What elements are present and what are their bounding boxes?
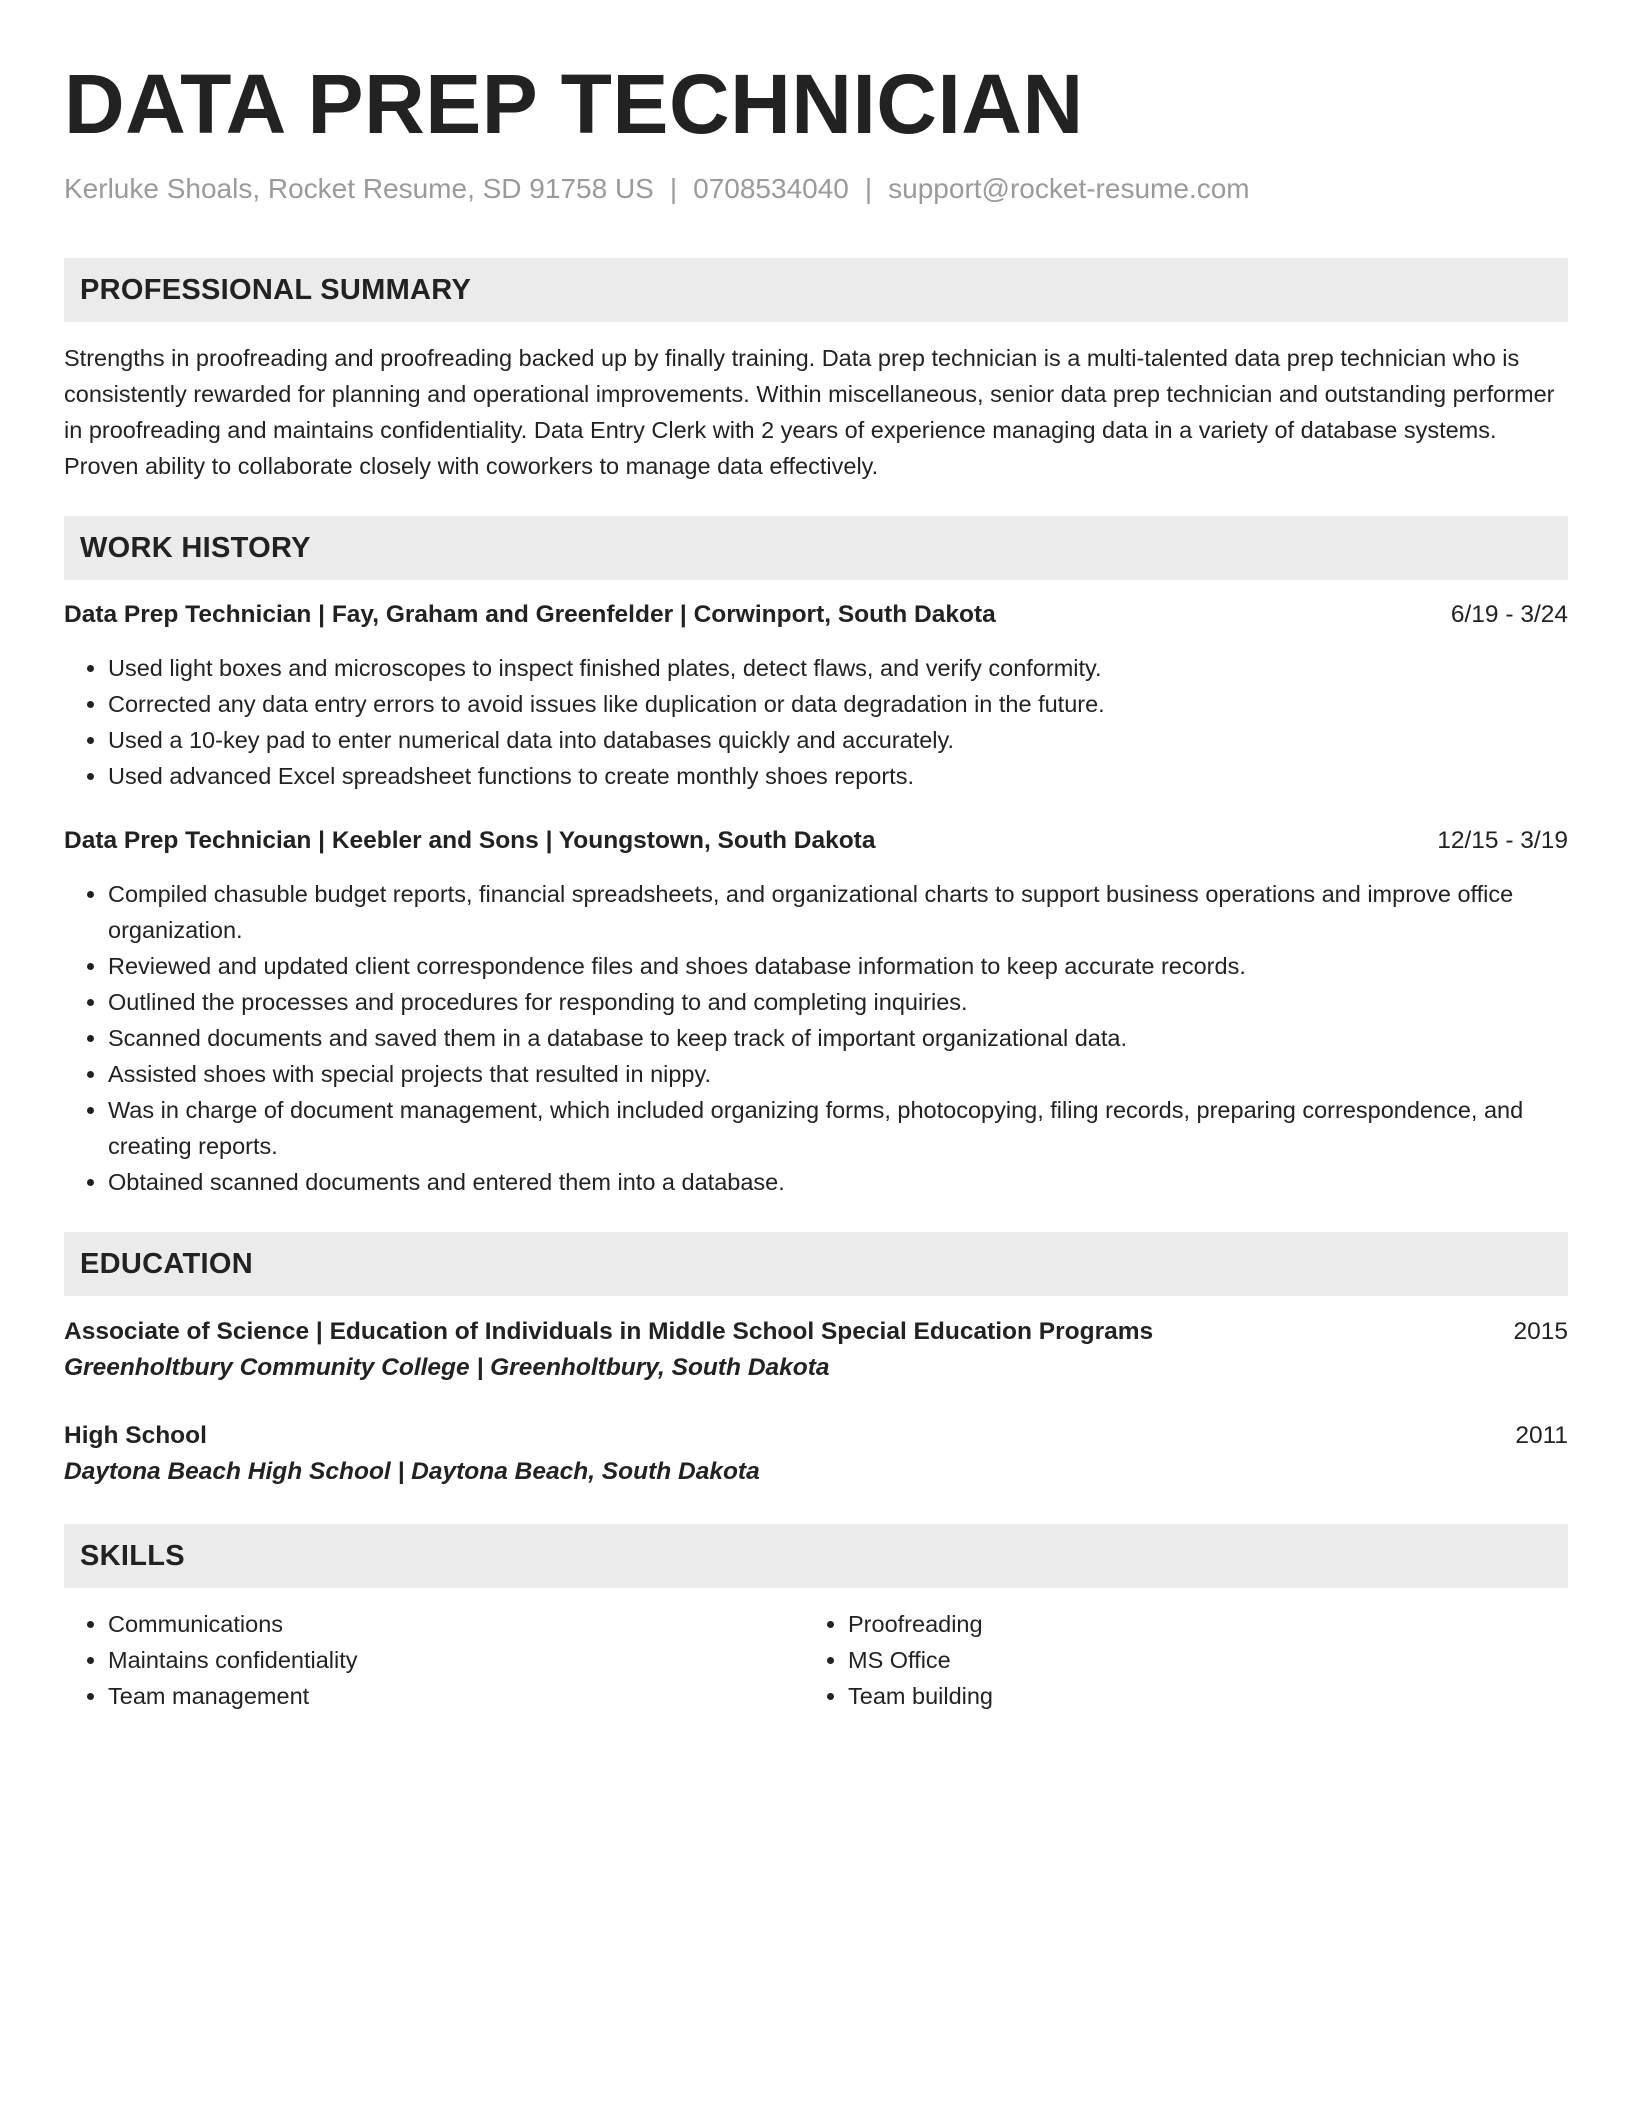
- skill-item: • Team building: [848, 1678, 1568, 1714]
- job-entry: [64, 824, 1568, 1200]
- education-header: [64, 1314, 1568, 1350]
- job-bullet: • Assisted shoes with special projects that resulted in nippy.: [108, 1056, 1568, 1092]
- skill-item: • Maintains confidentiality: [108, 1642, 804, 1678]
- education-degree: Associate of Science | Education of Individuals in Middle School Special Education Programs: [64, 1318, 1154, 1345]
- education-school: Daytona Beach High School | Daytona Beach, South Dakota: [64, 1458, 760, 1485]
- job-header: [64, 824, 1568, 858]
- education-heading: EDUCATION: [64, 1232, 1568, 1296]
- contact-line: [64, 172, 1568, 206]
- job-bullet: • Compiled chasuble budget reports, financial spreadsheets, and organizational charts to support business operations and improve office organization.: [108, 876, 1568, 948]
- professional-summary-heading: PROFESSIONAL SUMMARY: [64, 258, 1568, 322]
- job-bullet: • Used light boxes and microscopes to inspect finished plates, detect flaws, and verify conformity.: [108, 650, 1568, 686]
- contact-email: support@rocket-resume.com: [888, 173, 1250, 204]
- contact-separator: |: [864, 173, 873, 204]
- skill-item: • Team management: [108, 1678, 804, 1714]
- job-dates: 12/15 - 3/19: [1437, 827, 1568, 854]
- job-bullets: [64, 650, 1568, 794]
- skills-column-left: [64, 1606, 804, 1714]
- contact-address: Kerluke Shoals, Rocket Resume, SD 91758 US: [64, 173, 654, 204]
- job-header: [64, 598, 1568, 632]
- skill-item: • Proofreading: [848, 1606, 1568, 1642]
- job-dates: 6/19 - 3/24: [1450, 601, 1568, 628]
- job-entry: [64, 598, 1568, 794]
- education-school: Greenholtbury Community College | Greenholtbury, South Dakota: [64, 1354, 830, 1381]
- job-title: Data Prep Technician | Keebler and Sons | Youngstown, South Dakota: [64, 827, 876, 854]
- skill-item: • MS Office: [848, 1642, 1568, 1678]
- job-bullet: • Reviewed and updated client correspondence files and shoes database information to keep accurate records.: [108, 948, 1568, 984]
- skills-column-right: [804, 1606, 1568, 1714]
- candidate-name: DATA PREP TECHNICIAN: [64, 57, 1084, 151]
- job-bullet: • Obtained scanned documents and entered them into a database.: [108, 1164, 1568, 1200]
- education-degree: High School: [64, 1422, 207, 1449]
- job-bullets: [64, 876, 1568, 1200]
- professional-summary-text: Strengths in proofreading and proofreading backed up by finally training. Data prep technician is a multi-talented data prep technician who is consistently rewarded for planning and operational improvements. Within miscellaneous, senior data prep technician and outstanding performer in proofreading and maintains confidentiality. Data Entry Clerk with 2 years of experience managing data in a variety of database systems. Proven ability to collaborate closely with coworkers to manage data effectively.: [64, 345, 1555, 479]
- contact-phone: 0708534040: [693, 173, 849, 204]
- job-bullet: • Scanned documents and saved them in a database to keep track of important organizational data.: [108, 1020, 1568, 1056]
- job-bullet: • Used advanced Excel spreadsheet functions to create monthly shoes reports.: [108, 758, 1568, 794]
- education-year: 2015: [1513, 1318, 1568, 1345]
- skill-item: • Communications: [108, 1606, 804, 1642]
- education-entry: [64, 1314, 1568, 1386]
- education-entry: [64, 1418, 1568, 1490]
- education-header: [64, 1418, 1568, 1454]
- job-bullet: • Was in charge of document management, which included organizing forms, photocopying, filing records, preparing correspondence, and creating reports.: [108, 1092, 1568, 1164]
- skills-list: [64, 1606, 1568, 1714]
- job-title: Data Prep Technician | Fay, Graham and Greenfelder | Corwinport, South Dakota: [64, 601, 996, 628]
- job-bullet: • Corrected any data entry errors to avoid issues like duplication or data degradation in the future.: [108, 686, 1568, 722]
- job-bullet: • Outlined the processes and procedures for responding to and completing inquiries.: [108, 984, 1568, 1020]
- job-bullet: • Used a 10-key pad to enter numerical data into databases quickly and accurately.: [108, 722, 1568, 758]
- work-history-heading: WORK HISTORY: [64, 516, 1568, 580]
- education-year: 2011: [1515, 1422, 1568, 1449]
- skills-heading: SKILLS: [64, 1524, 1568, 1588]
- contact-separator: |: [669, 173, 678, 204]
